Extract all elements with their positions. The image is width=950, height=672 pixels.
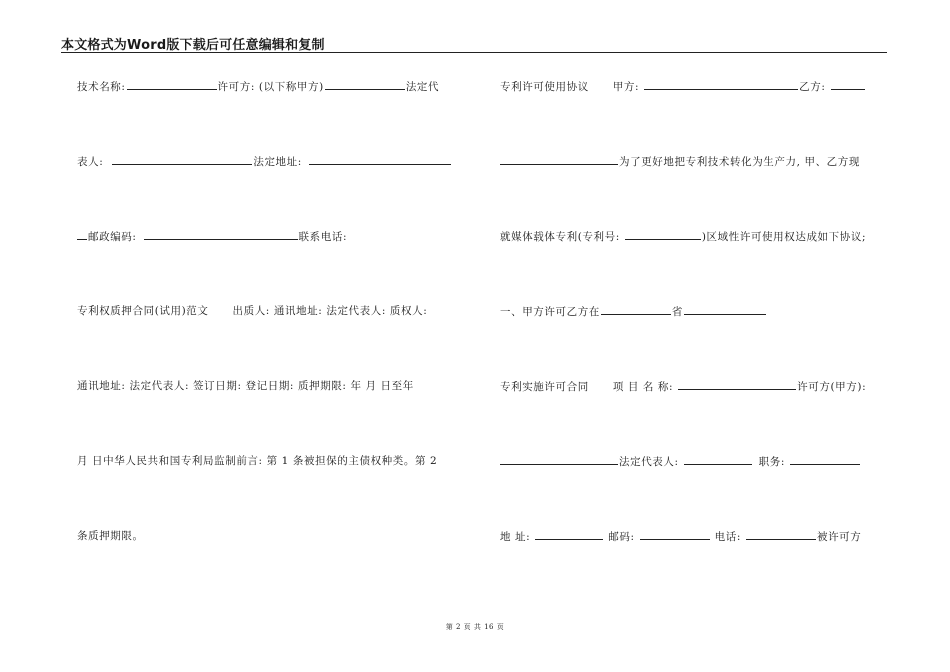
telephone-label: 电话:: [714, 531, 741, 543]
legal-rep-blank: [112, 154, 252, 165]
clause-one-text: 一、甲方许可乙方在: [500, 306, 600, 318]
province-label: 省: [671, 306, 684, 318]
page-header-title: 本文格式为Word版下载后可任意编辑和复制: [61, 38, 325, 53]
implementation-contract-title: 专利实施许可合同: [500, 381, 589, 393]
legal-rep-label-start: 法定代: [405, 81, 440, 93]
left-line-1: [77, 79, 439, 94]
postcode-label: 邮码:: [608, 531, 635, 543]
phone-label: 联系电话:: [298, 231, 348, 243]
right-line-5: [500, 379, 866, 394]
telephone-blank: [746, 529, 816, 540]
left-line-4: [77, 304, 427, 318]
party-b-label: 乙方:: [799, 81, 826, 93]
party-b-name-blank: [500, 154, 618, 165]
address-blank: [535, 529, 603, 540]
patent-number-blank: [625, 229, 701, 240]
legal-representative-label: 法定代表人:: [619, 456, 679, 468]
legal-address-blank: [309, 154, 451, 165]
licensor-label: 许可方: (以下称甲方): [217, 81, 324, 93]
agreement-intro-text: )区域性许可使用权达成如下协议;: [701, 231, 867, 243]
province-blank: [601, 304, 671, 315]
legal-rep-label-end: 表人:: [77, 156, 104, 168]
purpose-text: 为了更好地把专利技术转化为生产力, 甲、乙方现: [619, 156, 860, 168]
project-name-label: 项 目 名 称:: [612, 381, 674, 393]
header-rule: [61, 52, 887, 53]
party-b-blank: [831, 79, 865, 90]
licensor-name-blank: [500, 454, 618, 465]
licensor-blank: [325, 79, 405, 90]
party-a-label: 甲方:: [612, 81, 640, 93]
tech-name-label: 技术名称:: [77, 81, 126, 93]
project-name-blank: [678, 379, 796, 390]
region-blank: [684, 304, 766, 315]
postal-code-label: 邮政编码:: [88, 231, 137, 243]
licensee-label: 被许可方: [816, 531, 862, 543]
postcode-blank: [640, 529, 710, 540]
address-label: 地 址:: [500, 531, 531, 543]
left-line-6: 月 日中华人民共和国专利局监制前言: 第 1 条被担保的主债权种类。第 2: [77, 455, 438, 467]
right-line-4: [500, 304, 767, 319]
left-line-7: 条质押期限。: [77, 530, 144, 542]
legal-representative-blank: [684, 454, 752, 465]
right-line-3: [500, 229, 866, 244]
postal-code-blank: [144, 229, 298, 240]
licensor-party-a-label: 许可方(甲方):: [797, 381, 867, 393]
pledgor-fields: 出质人: 通讯地址: 法定代表人: 质权人:: [232, 305, 428, 317]
legal-address-label: 法定地址:: [253, 156, 302, 168]
party-a-blank: [644, 79, 798, 90]
tech-name-blank: [127, 79, 217, 90]
left-line-2: [77, 154, 452, 169]
page-number: 第 2 页 共 16 页: [445, 623, 505, 631]
left-line-5: 通讯地址: 法定代表人: 签订日期: 登记日期: 质押期限: 年 月 日至年: [77, 380, 414, 392]
position-label: 职务:: [758, 456, 785, 468]
right-line-2: [500, 154, 860, 169]
patent-number-label: 就媒体载体专利(专利号:: [500, 231, 620, 243]
right-line-6: [500, 454, 861, 469]
postal-leading-blank: [77, 229, 87, 240]
left-line-3: [77, 229, 347, 244]
position-blank: [790, 454, 860, 465]
right-line-1: [500, 79, 866, 94]
right-line-7: [500, 529, 861, 544]
pledge-contract-title: 专利权质押合同(试用)范文: [77, 305, 209, 317]
license-agreement-title: 专利许可使用协议: [500, 81, 589, 93]
